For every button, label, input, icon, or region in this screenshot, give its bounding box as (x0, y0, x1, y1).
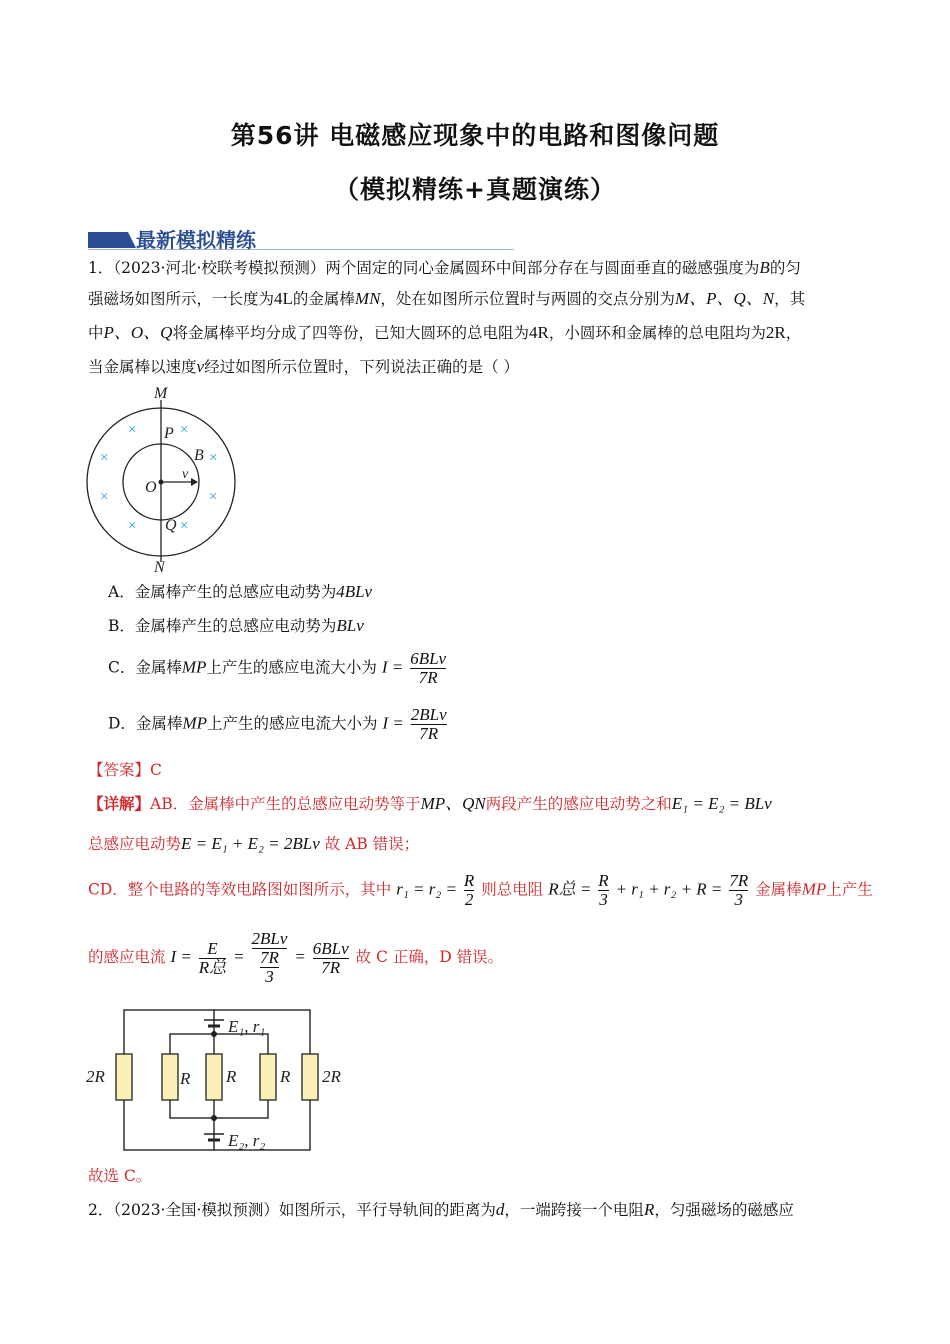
conclusion: 故选 C。 (88, 1167, 152, 1185)
label-b: B (194, 447, 204, 464)
detail-line-3: CD．整个电路的等效电路图如图所示，其中 r₁ = r₂ = $\frac{R}{2}$ 则总电阻 R总 = $\frac{R}{3}$ + r₁ + r₂ + R = $\frac{7R}{3}$ 金属棒MP上产生 (88, 871, 873, 909)
svg-text:×: × (180, 518, 189, 534)
option-a[interactable]: A．金属棒产生的总感应电动势为4BLv (108, 582, 373, 601)
resistor-r-2 (206, 1054, 222, 1100)
svg-text:2R: 2R (86, 1067, 105, 1086)
svg-text:×: × (209, 489, 218, 505)
label-o: O (145, 479, 157, 496)
magnetic-field-crosses (100, 422, 217, 534)
label-n: N (154, 559, 165, 572)
svg-text:×: × (209, 450, 218, 466)
svg-text:R: R (280, 1067, 291, 1086)
option-b[interactable]: B．金属棒产生的总感应电动势为BLv (108, 616, 364, 635)
svg-text:×: × (100, 450, 109, 466)
svg-text:R: R (226, 1067, 237, 1086)
label-v: v (182, 467, 189, 482)
label-q: Q (165, 517, 177, 534)
svg-text:×: × (100, 489, 109, 505)
page-subtitle: （模拟精练+真题演练） (334, 175, 616, 204)
q1-line-4: 当金属棒以速度v经过如图所示位置时，下列说法正确的是（ ） (88, 357, 519, 376)
svg-text:R: R (180, 1069, 191, 1088)
svg-text:×: × (128, 518, 137, 534)
q1-line-1: 1．（2023·河北·校联考模拟预测）两个固定的同心金属圆环中间部分存在与圆面垂直的磁感强度为B的匀 (88, 258, 801, 277)
q1-line-2: 强磁场如图所示，一长度为4L的金属棒MN，处在如图所示位置时与两圆的交点分别为M、P、Q、N，其 (88, 289, 806, 308)
ring-figure (84, 384, 244, 572)
detail-line-4: 的感应电流 I = $\frac{E}{\text{R总}}$ = $\frac{\text{2BLv}}{\frac{7R}{3}}$ = $\frac{\text{6BLv}}{7R}$ 故 C 正确，D 错误。 (88, 929, 504, 986)
svg-text:E₁, r₁: E₁, r₁ (228, 1017, 266, 1036)
circuit-diagram (84, 1002, 354, 1162)
center-dot (159, 480, 164, 485)
answer: 【答案】C (88, 761, 162, 779)
section-label: 最新模拟精练 (136, 228, 256, 252)
q1-line-3: 中P、O、Q将金属棒平均分成了四等份，已知大圆环的总电阻为4R，小圆环和金属棒的总电阻均为2R， (88, 323, 802, 342)
page-title: 第56讲 电磁感应现象中的电路和图像问题 (230, 121, 720, 150)
detail-line-1: 【详解】AB．金属棒中产生的总感应电动势等于MP、QN两段产生的感应电动势之和E₁ = E₂ = BLv (88, 794, 772, 813)
detail-line-2: 总感应电动势E = E₁ + E₂ = 2BLv 故 AB 错误； (88, 834, 420, 853)
resistor-2r-left (116, 1054, 132, 1100)
q2-line-1: 2．（2023·全国·模拟预测）如图所示，平行导轨间的距离为d，一端跨接一个电阻R，匀强磁场的磁感应 (88, 1200, 794, 1219)
svg-text:×: × (180, 422, 189, 438)
svg-text:E₂, r₂: E₂, r₂ (228, 1131, 266, 1150)
resistor-r-1 (162, 1054, 178, 1100)
option-c[interactable]: C．金属棒MP上产生的感应电流大小为 I = $\frac{\text{6BLv}}{7R}$ (108, 649, 447, 687)
resistor-r-3 (260, 1054, 276, 1100)
label-p: P (164, 425, 174, 442)
label-m: M (154, 385, 168, 402)
svg-text:×: × (128, 422, 137, 438)
svg-text:2R: 2R (322, 1067, 341, 1086)
option-d[interactable]: D．金属棒MP上产生的感应电流大小为 I = $\frac{\text{2BLv}}{7R}$ (108, 705, 447, 743)
resistor-2r-right (302, 1054, 318, 1100)
